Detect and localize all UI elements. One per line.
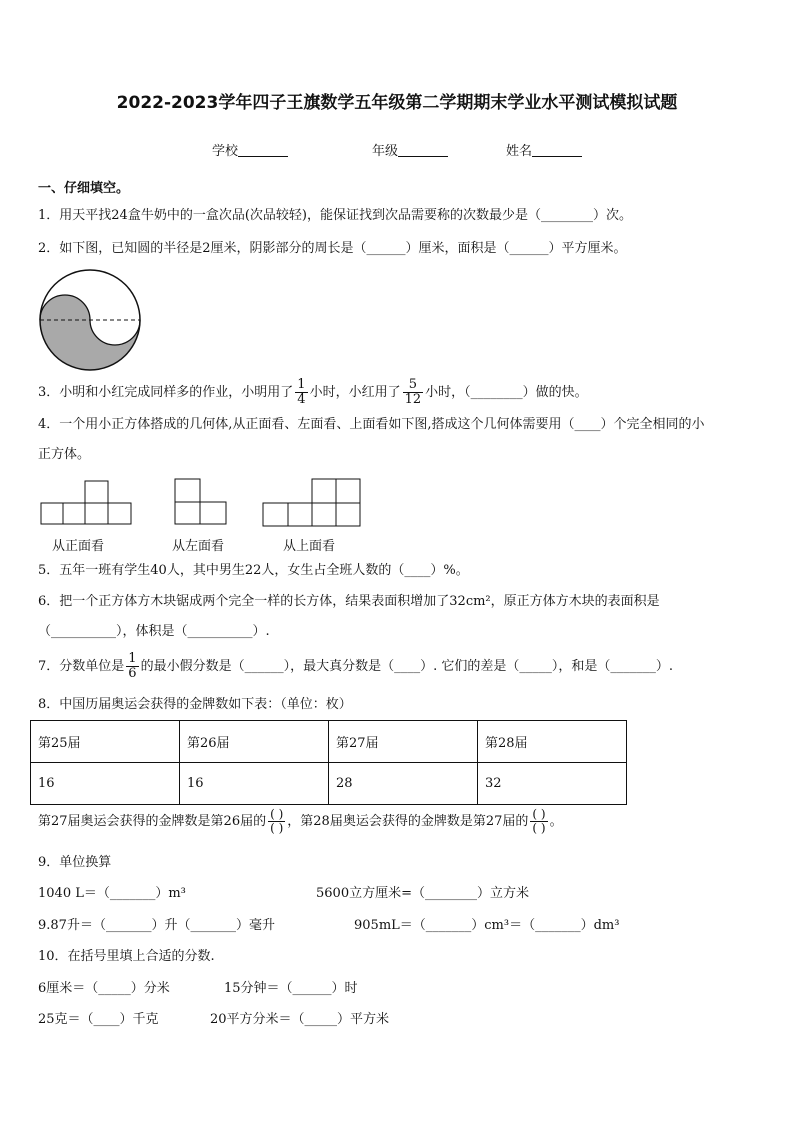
q9-item-c: 9.87升＝（_______）升（_______）毫升 [38, 918, 275, 933]
circle-figure [38, 268, 142, 372]
left-view-caption: 从左面看 [172, 539, 225, 554]
question-7: 7．分数单位是 $\frac{1}{6}$ 的最小假分数是（______），最大真分数是（____）. 它们的差是（_____），和是（_______）. [38, 651, 673, 681]
question-8-followup: 第27届奥运会获得的金牌数是第26届的 $\frac{( )}{( )}$ ，第28届奥运会获得的金牌数是第27届的 $\frac{( )}{( )}$ 。 [38, 807, 563, 835]
top-view-figure [262, 478, 364, 528]
table-cell: 16 [31, 763, 180, 805]
left-view-figure [174, 478, 230, 526]
grade-field: 年级 [372, 140, 448, 159]
page-title: 2022-2023学年四子王旗数学五年级第二学期期末学业水平测试模拟试题 [116, 93, 678, 113]
table-header-cell: 第28届 [478, 721, 627, 763]
q10-item-a: 6厘米＝（_____）分米 [38, 981, 170, 996]
q10-item-c: 25克＝（____）千克 [38, 1012, 159, 1027]
table-row [31, 721, 627, 763]
question-1: 1．用天平找24盒牛奶中的一盒次品(次品较轻)，能保证找到次品需要称的次数最少是（________）次。 [38, 208, 632, 223]
q10-item-d: 20平方分米＝（_____）平方米 [210, 1012, 390, 1027]
fraction-blank: $\frac{( )}{( )}$ [532, 807, 546, 835]
question-8: 8．中国历届奥运会获得的金牌数如下表：（单位：枚） [38, 697, 352, 712]
fraction-one-sixth: $\frac{1}{6}$ [128, 651, 137, 681]
table-row [31, 763, 627, 805]
question-9: 9．单位换算 [38, 855, 112, 870]
section-heading: 一、仔细填空。 [38, 181, 130, 196]
table-header-cell: 第27届 [329, 721, 478, 763]
question-2: 2．如下图，已知圆的半径是2厘米，阴影部分的周长是（______）厘米，面积是（______）平方厘米。 [38, 241, 627, 256]
front-view-caption: 从正面看 [52, 539, 105, 554]
question-6-line2: （__________），体积是（__________）. [38, 624, 270, 639]
table-cell: 32 [478, 763, 627, 805]
question-5: 5．五年一班有学生40人，其中男生22人，女生占全班人数的（____）%。 [38, 563, 469, 578]
table-cell: 28 [329, 763, 478, 805]
name-field: 姓名 [506, 140, 582, 159]
front-view-figure [40, 480, 134, 526]
q9-item-d: 905mL＝（_______）cm³＝（_______）dm³ [354, 918, 620, 933]
top-view-caption: 从上面看 [283, 539, 336, 554]
q9-item-b: 5600立方厘米=（________）立方米 [316, 886, 529, 901]
fraction-blank: $\frac{( )}{( )}$ [270, 807, 284, 835]
table-header-cell: 第25届 [31, 721, 180, 763]
q9-item-a: 1040 L＝（_______）m³ [38, 886, 186, 901]
question-3: 3．小明和小红完成同样多的作业，小明用了 $\frac{1}{4}$ 小时，小红用了 $\frac{5}{12}$ 小时，（________）做的快。 [38, 377, 588, 407]
question-4-line1: 4．一个用小正方体搭成的几何体,从正面看、左面看、上面看如下图,搭成这个几何体需要用（____）个完全相同的小 [38, 417, 705, 432]
q10-item-b: 15分钟＝（______）时 [224, 981, 358, 996]
question-10: 10．在括号里填上合适的分数. [38, 949, 215, 964]
fraction-one-quarter: $\frac{1}{4}$ [297, 377, 306, 407]
table-cell: 16 [180, 763, 329, 805]
fraction-five-twelfths: $\frac{5}{12}$ [404, 377, 422, 407]
question-6-line1: 6．把一个正方体方木块锯成两个完全一样的长方体，结果表面积增加了32cm²，原正方体方木块的表面积是 [38, 594, 660, 609]
gold-medal-table [30, 720, 627, 805]
question-4-line2: 正方体。 [38, 447, 91, 462]
table-header-cell: 第26届 [180, 721, 329, 763]
school-field: 学校 [212, 140, 288, 159]
